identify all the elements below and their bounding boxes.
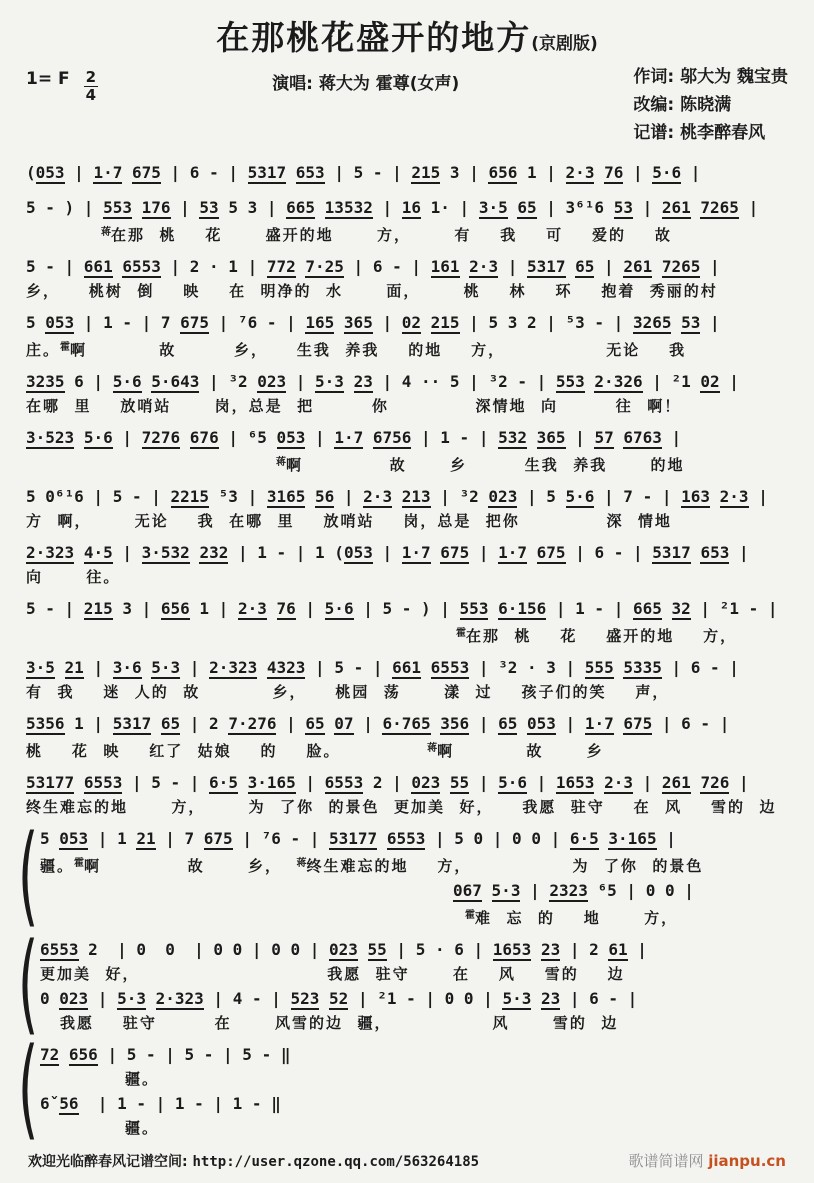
beamed-note-group: 57 [594,428,614,448]
beamed-note-group: 3·165 [608,829,657,849]
notes-line: 3235 6 | 5·6 5·643 | ³2 023 | 5·3 23 | 4 ·· 5 | ³2 - | 553 2·326 | ²1 02 | [26,372,739,392]
beamed-note-group: 3265 [632,313,672,333]
beamed-note-group: 65 [498,714,518,734]
singer-tag: 蒋 [427,743,438,755]
voice-bracket: ( [18,814,39,941]
beamed-note-group: 4·5 [83,543,113,563]
beamed-note-group: 3·532 [141,543,190,563]
beamed-note-group: 553 [555,372,585,392]
beamed-note-group: 553 [103,198,132,218]
score-system [26,539,788,588]
beamed-note-group: 2·3 [719,487,749,507]
beamed-note-group: 76 [276,599,296,619]
beamed-note-group: 176 [141,198,171,218]
beamed-note-group: 232 [199,543,229,563]
lyrics-line: 疆。$^霍$啊 故 乡， $^蒋$终生难忘的地 方， 为 了你 的景色 [40,857,704,876]
beamed-note-group: 2·3 [565,163,595,183]
lyrics-line: 乡， 桃树 倒 映 在 明净的 水 面， 桃 林 环 抱着 秀丽的村 [26,282,718,301]
beamed-note-group: 53177 [26,773,75,793]
beamed-note-group: 053 [59,829,89,849]
time-signature [84,69,98,103]
beamed-note-group: 6·5 [209,773,238,793]
beamed-note-group: 7276 [141,428,181,448]
beamed-note-group: 215 [430,313,460,333]
beamed-note-group: 023 [328,940,358,960]
beamed-note-group: 675 [440,543,470,563]
credit-transcriber: 记谱: 桃李醉春风 [633,123,766,144]
footer-welcome [28,1151,479,1171]
beamed-note-group: 023 [488,487,518,507]
performers: 演唱: 蒋大为 霍尊(女声) [272,74,460,94]
beamed-note-group: 1·7 [401,543,431,563]
beamed-note-group: 1·7 [334,428,364,448]
notes-line: 3·523 5·6 | 7276 676 | ⁶5 053 | 1·7 6756 | 1 - | 532 365 | 57 6763 | [26,428,682,448]
beamed-note-group: 661 [83,257,113,277]
beamed-note-group: 7265 [661,257,701,277]
title-row [26,12,788,59]
lyrics-line: $^霍$在那 桃 花 盛开的地 方， [456,627,738,646]
beamed-note-group: 675 [132,163,161,183]
beamed-note-group: 53 [613,198,633,218]
beamed-note-group: 023 [59,989,89,1009]
credits [633,63,788,147]
beamed-note-group: 2215 [170,487,210,507]
beamed-note-group: 55 [367,940,387,960]
beamed-note-group: 261 [661,198,691,218]
beamed-note-group: 365 [343,313,373,333]
voice-bracket: ( [18,1027,39,1154]
notes-line: 5 053 | 1 - | 7 675 | ⁷6 - | 165 365 | 02 215 | 5 3 2 | ⁵3 - | 3265 53 | [26,313,720,333]
beamed-note-group: 5317 [652,543,691,563]
beamed-note-group: 53177 [329,829,378,849]
beamed-note-group: 02 [700,372,720,392]
beamed-note-group: 675 [623,714,653,734]
score-system-multivoice [18,814,788,941]
beamed-note-group: 215 [83,599,113,619]
beamed-note-group: 656 [160,599,190,619]
notes-line: 5 - ) | 553 176 | 53 5 3 | 665 13532 | 16 1· | 3·5 65 | 3⁶¹6 53 | 261 7265 | [26,198,759,218]
beamed-note-group: 726 [700,773,730,793]
beamed-note-group: 23 [540,989,561,1009]
notes-line: 5 0⁶¹6 | 5 - | 2215 ⁵3 | 3165 56 | 2·3 213 | ³2 023 | 5 5·6 | 7 - | 163 2·3 | [26,487,768,507]
beamed-note-group: 215 [411,163,441,183]
beamed-note-group: 661 [392,658,422,678]
beamed-note-group: 5·6 [112,372,142,392]
lyrics-line: 我愿 驻守 在 风雪的边 疆， 风 雪的 边 [60,1014,619,1033]
lyrics-line: 方 啊， 无论 我 在哪 里 放哨站 岗，总是 把你 深 情地 [26,512,672,531]
beamed-note-group: 1653 [492,940,532,960]
singer-tag: 霍 [60,342,71,354]
notes-line: 0 023 | 5·3 2·323 | 4 - | 523 52 | ²1 - | 0 0 | 5·3 23 | 6 - | [40,989,638,1009]
beamed-note-group: 32 [671,599,691,619]
score-system-multivoice [18,1027,788,1154]
beamed-note-group: 053 [343,543,373,563]
lyrics-line: $^霍$难 忘 的 地 方， [465,909,679,928]
beamed-note-group: 2323 [549,881,588,901]
beamed-note-group: 3·6 [112,658,142,678]
score-body [18,159,788,1154]
beamed-note-group: 5·3 [315,372,344,392]
beamed-note-group: 56 [59,1094,79,1114]
notes-line: 6553 2 | 0 0 | 0 0 | 0 0 | 023 55 | 5 · 6 | 1653 23 | 2 61 | [40,940,647,960]
lyrics-line: 疆。 [125,1070,160,1089]
score-system [26,654,788,703]
beamed-note-group: 261 [623,257,653,277]
beamed-note-group: 65 [160,714,181,734]
lyrics-line: 疆。 [125,1119,160,1138]
beamed-note-group: 5317 [247,163,287,183]
lyrics-line: 桃 花 映 红了 姑娘 的 脸。 $^蒋$啊 故 乡 [26,742,604,761]
lyrics-line: 庄。$^霍$啊 故 乡， 生我 养我 的地 方， 无论 我 [26,341,687,360]
beamed-note-group: 61 [608,940,628,960]
beamed-note-group: 665 [632,599,662,619]
lyrics-line: 有 我 迷 人的 故 乡， 桃园 荡 漾 过 孩子们的笑 声， [26,683,670,702]
lyrics-line: 更加美 好， 我愿 驻守 在 风 雪的 边 [40,965,625,984]
beamed-note-group: 5·643 [151,372,200,392]
score-system [26,309,788,361]
beamed-note-group: 65 [575,257,595,277]
beamed-note-group: 053 [35,163,65,183]
beamed-note-group: 675 [180,313,210,333]
beamed-note-group: 16 [401,198,422,218]
beamed-note-group: 2·3 [604,773,633,793]
beamed-note-group: 213 [401,487,431,507]
beamed-note-group: 2·3 [237,599,267,619]
beamed-note-group: 772 [266,257,296,277]
footer-welcome-text: 欢迎光临醉春风记谱空间: [28,1154,193,1171]
beamed-note-group: 653 [295,163,325,183]
beamed-note-group: 675 [203,829,233,849]
beamed-note-group: 7·276 [228,714,277,734]
score-system [26,194,788,246]
beamed-note-group: 23 [540,940,561,960]
beamed-note-group: 4323 [266,658,306,678]
beamed-note-group: 356 [440,714,470,734]
singer-tag: 蒋 [276,457,286,469]
beamed-note-group: 023 [257,372,287,392]
footer-site-link[interactable]: jianpu.cn [708,1152,786,1171]
beamed-note-group: 1·7 [584,714,614,734]
beamed-note-group: 3·5 [478,198,508,218]
beamed-note-group: 6553 [83,773,123,793]
lyrics-line: 终生难忘的地 方， 为 了你 的景色 更加美 好， 我愿 驻守 在 风 雪的 边 [26,798,777,817]
beamed-note-group: 5·3 [151,658,181,678]
beamed-note-group: 02 [401,313,421,333]
key-label: 1= F [26,69,70,89]
beamed-note-group: 2·3 [363,487,393,507]
beamed-note-group: 6553 [122,257,161,277]
notes-line: 5 - | 661 6553 | 2 · 1 | 772 7·25 | 6 - | 161 2·3 | 5317 65 | 261 7265 | [26,257,720,277]
footer [26,1146,788,1183]
time-signature-numerator: 2 [85,68,97,86]
score-system [26,595,788,647]
beamed-note-group: 53 [681,313,701,333]
footer-qzone-url[interactable]: http://user.qzone.qq.com/563264185 [192,1154,480,1171]
beamed-note-group: 653 [700,543,730,563]
beamed-note-group: 3235 [26,372,65,392]
beamed-note-group: 161 [430,257,460,277]
beamed-note-group: 1·7 [498,543,528,563]
beamed-note-group: 3·165 [247,773,296,793]
beamed-note-group: 6553 [324,773,364,793]
beamed-note-group: 5317 [526,257,566,277]
beamed-note-group: 5·6 [565,487,595,507]
beamed-note-group: 261 [661,773,691,793]
notes-line: 53177 6553 | 5 - | 6·5 3·165 | 6553 2 | 023 55 | 5·6 | 1653 2·3 | 261 726 | [26,773,749,793]
beamed-note-group: 067 [453,881,482,901]
beamed-note-group: 5317 [112,714,152,734]
time-signature-denominator: 4 [85,85,97,104]
beamed-note-group: 2·323 [155,989,204,1009]
beamed-note-group: 76 [604,163,624,183]
notes-line: 5356 1 | 5317 65 | 2 7·276 | 65 07 | 6·765 356 | 65 053 | 1·7 675 | 6 - | [26,714,730,734]
beamed-note-group: 053 [45,313,75,333]
score-system [26,253,788,302]
beamed-note-group: 2·326 [594,372,643,392]
beamed-note-group: 6·156 [498,599,547,619]
meta-row [26,63,788,147]
beamed-note-group: 1·7 [93,163,123,183]
footer-site-name: 歌谱简谱网 [628,1152,709,1171]
key-signature [26,63,98,147]
beamed-note-group: 523 [290,989,320,1009]
song-title-version: (京剧版) [531,34,598,54]
beamed-note-group: 2·3 [469,257,499,277]
lyrics-line: 在哪 里 放哨站 岗，总是 把 你 深情地 向 往 啊！ [26,397,682,416]
beamed-note-group: 023 [411,773,441,793]
beamed-note-group: 656 [488,163,518,183]
notes-line: (053 | 1·7 675 | 6 - | 5317 653 | 5 - | 215 3 | 656 1 | 2·3 76 | 5·6 | [26,163,701,183]
beamed-note-group: 5·6 [498,773,527,793]
beamed-note-group: 5·3 [502,989,532,1009]
header [26,0,788,147]
notes-line: 72 656 | 5 - | 5 - | 5 - ‖ [40,1045,291,1065]
beamed-note-group: 1653 [555,773,595,793]
beamed-note-group: 07 [334,714,354,734]
score-system [26,159,788,187]
beamed-note-group: 675 [536,543,566,563]
notes-line: 3·5 21 | 3·6 5·3 | 2·323 4323 | 5 - | 661 6553 | ³2 · 3 | 555 5335 | 6 - | [26,658,739,678]
notes-line: 2·323 4·5 | 3·532 232 | 1 - | 1 (053 | 1·7 675 | 1·7 675 | 6 - | 5317 653 | [26,543,749,563]
beamed-note-group: 72 [40,1045,60,1065]
beamed-note-group: 553 [459,599,489,619]
beamed-note-group: 5·6 [652,163,682,183]
score-system [26,710,788,762]
beamed-note-group: 7·25 [305,257,344,277]
lyrics-line: 向 往。 [26,568,121,587]
beamed-note-group: 165 [305,313,335,333]
beamed-note-group: 6553 [430,658,470,678]
notes-line: 6ˇ56 | 1 - | 1 - | 1 - ‖ [40,1094,281,1114]
beamed-note-group: 65 [517,198,537,218]
beamed-note-group: 55 [449,773,470,793]
lyrics-line: $^蒋$在那 桃 花 盛开的地 方， 有 我 可 爱的 故 [101,226,672,245]
singer-tag: 霍 [74,858,85,870]
beamed-note-group: 53 [199,198,219,218]
credit-lyricist: 作词: 邬大为 魏宝贵 [633,67,788,87]
song-title: 在那桃花盛开的地方 [216,18,532,57]
beamed-note-group: 6756 [372,428,412,448]
beamed-note-group: 053 [276,428,306,448]
beamed-note-group: 21 [64,658,84,678]
beamed-note-group: 676 [189,428,219,448]
voice-bracket: ( [18,922,39,1049]
score-system [26,769,788,818]
beamed-note-group: 65 [305,714,325,734]
score-system [26,424,788,476]
beamed-note-group: 21 [136,829,156,849]
beamed-note-group: 6763 [623,428,662,448]
score-system [26,483,788,532]
singer-tag: 霍 [465,910,475,922]
score-system [26,368,788,417]
singer-tag: 蒋 [101,227,111,239]
singer-tag: 蒋 [296,858,307,870]
beamed-note-group: 2·323 [26,543,75,563]
beamed-note-group: 6·765 [382,714,431,734]
beamed-note-group: 23 [353,372,373,392]
beamed-note-group: 5335 [623,658,662,678]
beamed-note-group: 163 [681,487,711,507]
beamed-note-group: 5·6 [324,599,354,619]
notes-line: 5 - | 215 3 | 656 1 | 2·3 76 | 5·6 | 5 - ) | 553 6·156 | 1 - | 665 32 | ²1 - | [26,599,778,619]
beamed-note-group: 52 [329,989,349,1009]
beamed-note-group: 5·6 [83,428,113,448]
beamed-note-group: 56 [315,487,335,507]
beamed-note-group: 555 [584,658,614,678]
beamed-note-group: 5356 [26,714,65,734]
singer-tag: 霍 [456,628,466,640]
beamed-note-group: 365 [536,428,566,448]
lyrics-line: $^蒋$啊 故 乡 生我 养我 的地 [276,456,685,475]
notes-line: 067 5·3 | 2323 ⁶5 | 0 0 | [453,881,694,901]
beamed-note-group: 2·323 [209,658,258,678]
credit-arranger: 改编: 陈晓满 [633,95,732,116]
beamed-note-group: 665 [286,198,316,218]
beamed-note-group: 6553 [40,940,79,960]
beamed-note-group: 532 [498,428,527,448]
beamed-note-group: 053 [527,714,556,734]
beamed-note-group: 3·523 [26,428,75,448]
beamed-note-group: 7265 [700,198,739,218]
beamed-note-group: 3165 [266,487,306,507]
score-system-multivoice [18,922,788,1049]
notes-line: 5 053 | 1 21 | 7 675 | ⁷6 - | 53177 6553 | 5 0 | 0 0 | 6·5 3·165 | [40,829,676,849]
beamed-note-group: 3·5 [26,658,55,678]
beamed-note-group: 656 [68,1045,98,1065]
beamed-note-group: 5·3 [117,989,146,1009]
beamed-note-group: 6·5 [569,829,599,849]
beamed-note-group: 13532 [324,198,373,218]
beamed-note-group: 6553 [386,829,426,849]
beamed-note-group: 5·3 [491,881,521,901]
